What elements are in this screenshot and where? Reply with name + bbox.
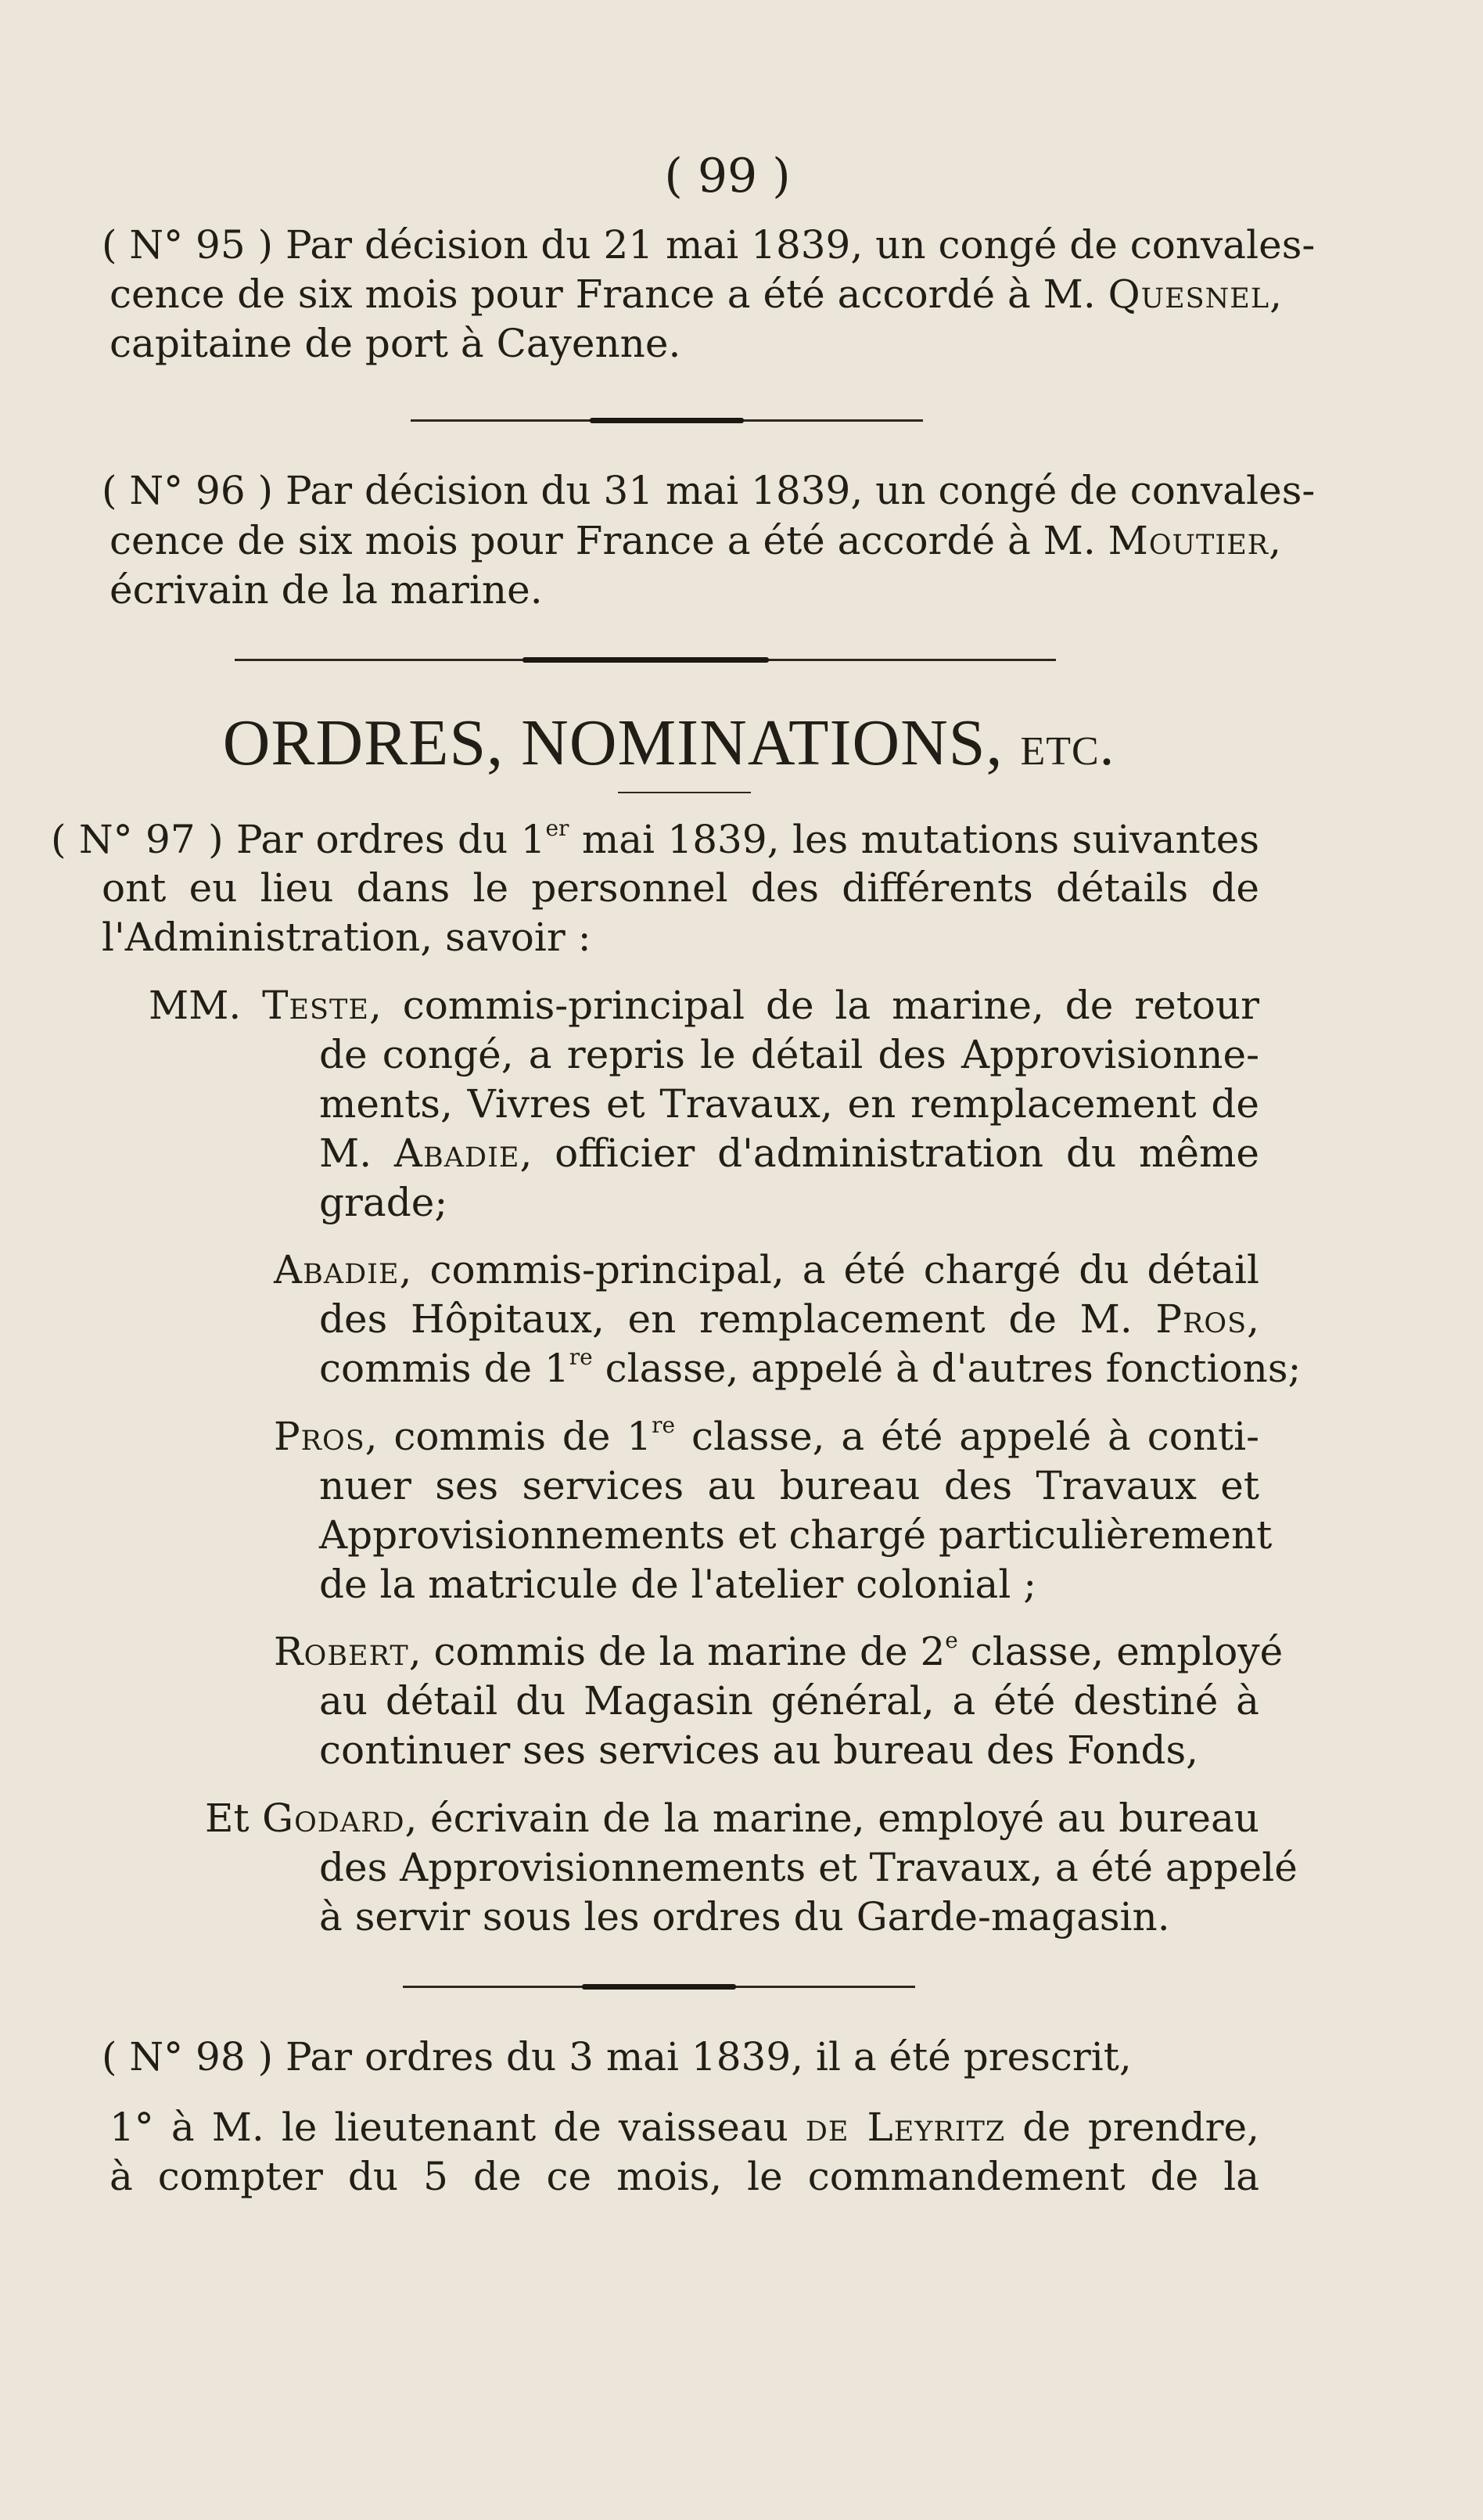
title-underline (618, 792, 751, 793)
entry-96-line-1: ( N° 96 ) Par décision du 31 mai 1839, un congé de convales- (102, 468, 1316, 513)
teste-line-1: MM. Teste, commis-principal de la marine, de retour (149, 983, 1259, 1028)
teste-line-4: M. Abadie, officier d'administration du même (319, 1131, 1259, 1176)
separator-rule (403, 1986, 915, 1988)
godard-line-2: des Approvisionnements et Travaux, a été appelé (319, 1845, 1298, 1890)
entry-97-line-3: l'Administration, savoir : (102, 915, 591, 960)
person-name: Pros (1155, 1296, 1248, 1342)
entry-96-line-3: écrivain de la marine. (110, 567, 543, 613)
person-name: Robert (274, 1629, 409, 1674)
entry-95-line-3: capitaine de port à Cayenne. (110, 321, 681, 366)
entry-96-line-2: cence de six mois pour France a été accordé à M. Moutier, (110, 518, 1282, 563)
pros-line-2: nuer ses services au bureau des Travaux et (319, 1463, 1259, 1508)
page-number: ( 99 ) (664, 149, 791, 203)
godard-line-1: Et Godard, écrivain de la marine, employé au bureau (205, 1796, 1259, 1841)
teste-line-2: de congé, a repris le détail des Approvisionne- (319, 1032, 1259, 1077)
abadie-line-2: des Hôpitaux, en remplacement de M. Pros, (319, 1296, 1259, 1342)
separator-rule (411, 419, 923, 422)
pros-line-1: Pros, commis de 1re classe, a été appelé à conti- (274, 1412, 1260, 1459)
person-name: Abadie (393, 1131, 520, 1176)
person-name: Abadie (274, 1247, 400, 1292)
entry-98-line-3: à compter du 5 de ce mois, le commandement de la (110, 2154, 1259, 2199)
entry-95-line-1: ( N° 95 ) Par décision du 21 mai 1839, un congé de convales- (102, 222, 1316, 268)
robert-line-2: au détail du Magasin général, a été destiné à (319, 1678, 1259, 1724)
teste-line-3: ments, Vivres et Travaux, en remplacement de (319, 1081, 1259, 1127)
entry-97-line-2: ont eu lieu dans le personnel des différents détails de (102, 865, 1259, 911)
pros-line-4: de la matricule de l'atelier colonial ; (319, 1562, 1037, 1607)
robert-line-3: continuer ses services au bureau des Fonds, (319, 1727, 1198, 1773)
person-name: de Leyritz (805, 2105, 1006, 2150)
godard-line-3: à servir sous les ordres du Garde-magasin. (319, 1894, 1170, 1939)
separator-rule (235, 659, 1056, 661)
person-name: Quesnel (1108, 271, 1270, 317)
person-name: Moutier (1108, 518, 1269, 563)
pros-line-3: Approvisionnements et chargé particulièrement (319, 1512, 1273, 1558)
entry-98-line-2: 1° à M. le lieutenant de vaisseau de Leyritz de prendre, (110, 2105, 1259, 2150)
person-name: Pros (274, 1414, 365, 1459)
entry-95-line-2: cence de six mois pour France a été accordé à M. Quesnel, (110, 271, 1282, 317)
abadie-line-1: Abadie, commis-principal, a été chargé du détail (274, 1247, 1259, 1292)
person-name: Teste (262, 983, 369, 1028)
section-title: ORDRES, NOMINATIONS, etc. (222, 706, 1115, 779)
person-name: Godard (262, 1796, 405, 1841)
abadie-line-3: commis de 1re classe, appelé à d'autres fonctions; (319, 1344, 1302, 1391)
teste-line-5: grade; (319, 1180, 448, 1225)
entry-97-line-1: ( N° 97 ) Par ordres du 1er mai 1839, les mutations suivantes (51, 815, 1260, 862)
entry-98-line-1: ( N° 98 ) Par ordres du 3 mai 1839, il a été prescrit, (102, 2034, 1132, 2080)
robert-line-1: Robert, commis de la marine de 2e classe, employé (274, 1627, 1284, 1674)
